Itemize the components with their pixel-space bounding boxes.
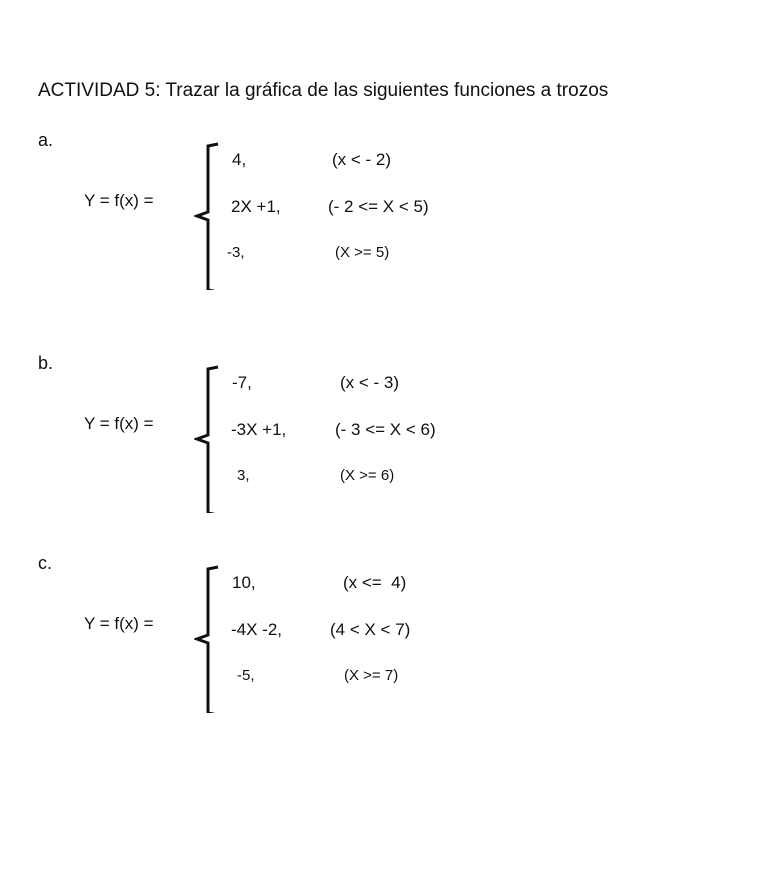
left-brace-icon [194, 363, 224, 513]
piece-condition: (4 < X < 7) [330, 620, 411, 639]
piece-expression: -4X -2, [231, 620, 283, 639]
left-brace-icon [194, 563, 224, 713]
piece-expression: 2X +1, [231, 197, 281, 216]
problem-letter: b. [38, 353, 54, 373]
piece-expression: -7, [232, 373, 252, 392]
problem-letter: c. [38, 553, 53, 573]
piece-expression: 4, [232, 150, 247, 169]
problem-c [0, 553, 776, 713]
activity-title: ACTIVIDAD 5: Trazar la gráfica de las siguientes funciones a trozos [38, 80, 609, 101]
problem-a [0, 130, 776, 290]
piece-condition: (X >= 5) [335, 244, 390, 261]
function-lhs: Y = f(x) = [84, 414, 154, 433]
piece-condition: (X >= 6) [340, 467, 395, 484]
left-brace-icon [194, 140, 224, 290]
piece-expression: 10, [232, 573, 256, 592]
piece-expression: -5, [237, 667, 255, 684]
function-lhs: Y = f(x) = [84, 614, 154, 633]
piece-condition: (x < - 2) [332, 150, 392, 169]
piece-condition: (X >= 7) [344, 667, 399, 684]
piece-condition: (x < - 3) [340, 373, 400, 392]
problem-b [0, 353, 776, 513]
piece-condition: (- 2 <= X < 5) [328, 197, 429, 216]
piece-condition: (- 3 <= X < 6) [335, 420, 436, 439]
piece-expression: -3X +1, [231, 420, 287, 439]
piece-expression: -3, [227, 244, 245, 261]
problem-letter: a. [38, 130, 54, 150]
piece-condition: (x <= 4) [343, 573, 407, 592]
piece-expression: 3, [237, 467, 250, 484]
function-lhs: Y = f(x) = [84, 191, 154, 210]
